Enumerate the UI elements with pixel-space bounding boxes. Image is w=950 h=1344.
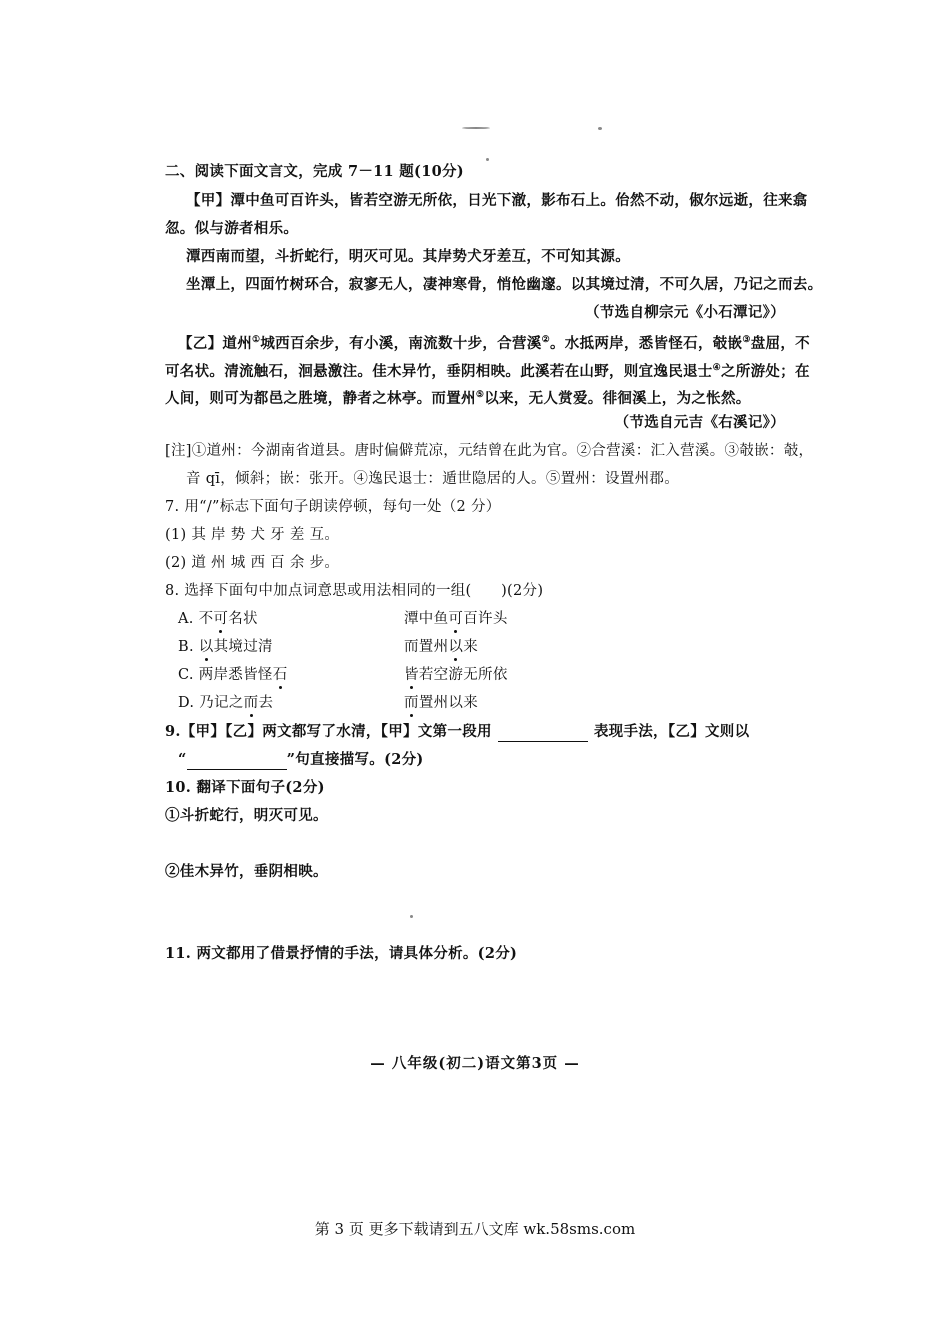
yi-text: 人间，则可为都邑之胜境，静者之林亭。而置州 <box>165 389 476 407</box>
footnote-mark: ② <box>541 335 550 345</box>
question-8-stem: 8. 选择下面句中加点词意思或用法相同的一组( )(2分) <box>165 583 544 599</box>
question-10-sentence: ②佳木异竹，垂阴相映。 <box>165 863 328 880</box>
option-text: 空游无所依 <box>433 667 508 683</box>
jia-passage-line: 忽。似与游者相乐。 <box>165 220 299 237</box>
option-text: 百许头 <box>463 611 508 627</box>
question-9-text: ”句直接描写。(2分) <box>286 751 424 768</box>
yi-source: （节选自元吉《右溪记》） <box>614 414 785 431</box>
question-9-line <box>165 722 749 742</box>
scan-speck <box>410 915 413 918</box>
dotted-word: 以 <box>198 639 214 655</box>
dotted-word: 石 <box>272 667 288 683</box>
jia-passage-line: 坐潭上，四面竹树环合，寂寥无人，凄神寒骨，悄怆幽邃。以其境过清，不可久居，乃记之而去。 <box>186 276 823 293</box>
option-text: D. 乃记之 <box>178 695 244 711</box>
footnote-mark: ⑤ <box>475 390 485 400</box>
yi-text: 【乙】道州 <box>178 334 252 352</box>
question-9-text: 9.【甲】【乙】两文都写了水清，【甲】文第一段用 <box>165 723 492 740</box>
question-7-sentence: (2) 道 州 城 西 百 余 步。 <box>165 555 340 571</box>
dotted-word: 可 <box>448 611 464 627</box>
q8-option-right <box>404 693 478 713</box>
q8-option-right <box>404 637 478 657</box>
dotted-word: 而 <box>404 695 419 711</box>
option-text: 潭中鱼 <box>404 611 449 627</box>
q8-option-left <box>178 637 273 657</box>
yi-text: 可名状。清流触石，洄悬激注。佳木异竹，垂阴相映。此溪若在山野，则宜逸民退士 <box>165 362 713 380</box>
yi-passage-line <box>165 358 810 382</box>
download-watermark: 第 3 页 更多下载请到五八文库 wk.58sms.com <box>314 1220 636 1238</box>
option-text: B. <box>178 639 199 655</box>
question-11-stem: 11. 两文都用了借景抒情的手法，请具体分析。(2分) <box>165 945 518 962</box>
option-text: 其境过清 <box>213 639 273 655</box>
notes-line: 音 qī，倾斜；嵌：张开。④逸民退士：遁世隐居的人。⑤置州：设置州郡。 <box>186 471 680 487</box>
notes-line: [注]①道州：今湖南省道县。唐时偏僻荒凉，元结曾在此为官。②合营溪：汇入营溪。③攲嵌：攲， <box>165 443 814 459</box>
yi-text: 之所游处；在 <box>720 362 810 380</box>
jia-passage-line: 【甲】潭中鱼可百许头，皆若空游无所依，日光下澈，影布石上。佁然不动，俶尔远逝，往来翕 <box>186 192 808 209</box>
option-text: 名状 <box>228 611 258 627</box>
option-text: 置州以来 <box>418 695 479 711</box>
jia-source: （节选自柳宗元《小石潭记》） <box>585 304 785 321</box>
answer-blank[interactable] <box>187 753 287 770</box>
footnote-mark: ④ <box>712 363 721 373</box>
footnote-mark: ① <box>252 335 261 345</box>
question-10-stem: 10. 翻译下面句子(2分) <box>165 779 325 796</box>
dotted-word: 而 <box>243 695 259 711</box>
yi-passage-line <box>165 385 751 409</box>
yi-text: 以来，无人赏爱。徘徊溪上，为之怅然。 <box>484 389 751 407</box>
option-text: 来 <box>463 639 479 655</box>
question-9-text: 表现手法，【乙】文则以 <box>593 723 750 740</box>
answer-blank[interactable] <box>498 725 588 742</box>
q8-option-right <box>404 609 508 629</box>
question-9-line <box>178 750 424 770</box>
question-7-sentence: (1) 其 岸 势 犬 牙 差 互。 <box>165 527 340 543</box>
option-text: 去 <box>258 695 274 711</box>
jia-passage-line: 潭西南而望，斗折蛇行，明灭可见。其岸势犬牙差互，不可知其源。 <box>186 248 630 265</box>
yi-text: 城西百余步，有小溪，南流数十步，合营溪 <box>260 334 542 352</box>
option-text: 若 <box>418 667 434 683</box>
q8-option-left <box>178 693 273 713</box>
section-heading: 二、阅读下面文言文，完成 7－11 题(10分) <box>165 163 464 180</box>
scan-speck <box>598 127 602 130</box>
option-text: C. 两岸悉皆怪 <box>178 667 273 683</box>
yi-text: 盘屈，不 <box>750 334 810 352</box>
question-9-text: “ <box>178 751 187 768</box>
question-10-sentence: ①斗折蛇行，明灭可见。 <box>165 807 328 824</box>
option-text: 而置州 <box>404 639 449 655</box>
option-text: A. 不 <box>178 611 214 627</box>
yi-passage-line <box>178 330 810 354</box>
dotted-word: 以 <box>448 639 464 655</box>
page-footer: — 八年级(初二)语文第3页 — <box>370 1055 580 1072</box>
q8-option-right <box>404 665 508 685</box>
q8-option-left <box>178 665 288 685</box>
footnote-mark: ③ <box>742 335 751 345</box>
yi-text: 。水抵两岸，悉皆怪石，攲嵌 <box>549 334 743 352</box>
scan-speck <box>462 127 490 129</box>
scan-speck <box>486 158 489 161</box>
q8-option-left <box>178 609 258 629</box>
dotted-word: 皆 <box>404 667 419 683</box>
question-7-stem: 7. 用“/”标志下面句子朗读停顿，每句一处（2 分） <box>165 499 501 515</box>
dotted-word: 可 <box>213 611 229 627</box>
